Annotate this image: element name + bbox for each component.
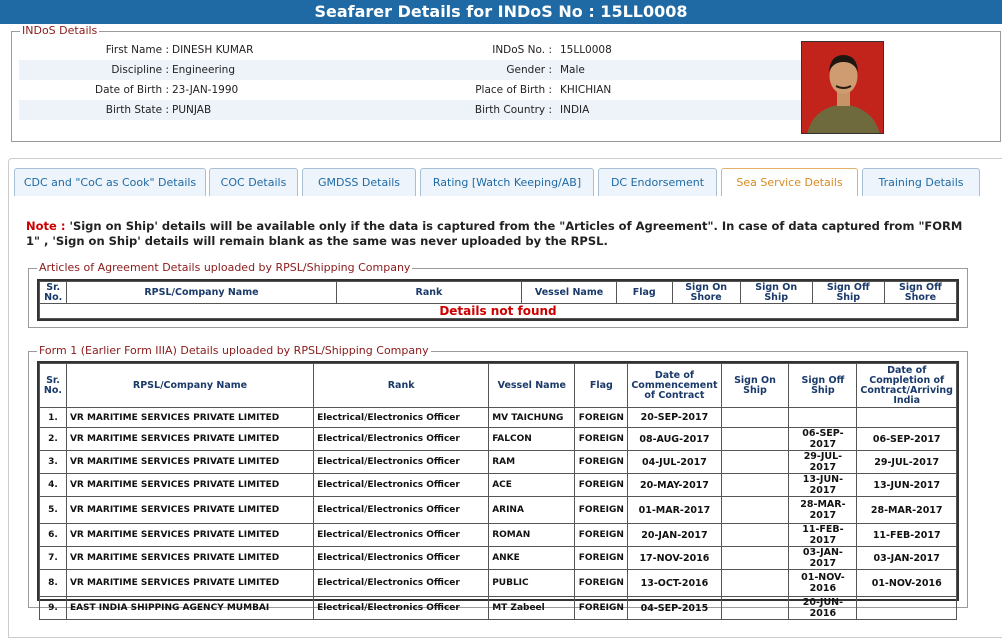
articles-table [39,281,957,319]
tab-cdc-details[interactable]: CDC and "CoC as Cook" Details [14,168,206,196]
col-company: RPSL/Company Name [66,364,313,408]
info-row [19,60,805,80]
cell-commencement: 17-NOV-2016 [628,547,721,570]
note-prefix: Note : [26,219,70,233]
cell-sr-no: 3. [40,451,67,474]
cell-flag: FOREIGN [575,570,628,597]
cell-flag: FOREIGN [575,451,628,474]
cell-sign-off-ship: 06-SEP-2017 [789,428,857,451]
table-row [40,408,957,428]
cell-vessel: FALCON [489,428,575,451]
table-row [40,570,957,597]
cell-completion: 06-SEP-2017 [857,428,957,451]
info-row [19,80,805,100]
cell-company: VR MARITIME SERVICES PRIVATE LIMITED [66,474,313,497]
place-of-birth-value: KHICHIAN [560,84,612,96]
col-completion: Date of Completion of Contract/Arriving India [857,364,957,408]
col-rank: Rank [314,364,489,408]
cell-rank: Electrical/Electronics Officer [314,408,489,428]
form1-legend: Form 1 (Earlier Form IIIA) Details uploaded by RPSL/Shipping Company [39,344,429,357]
cell-commencement: 08-AUG-2017 [628,428,721,451]
cell-sign-on-ship [721,497,789,524]
cell-rank: Electrical/Electronics Officer [314,547,489,570]
cell-sign-on-ship [721,570,789,597]
seafarer-photo [801,41,884,134]
cell-completion: 28-MAR-2017 [857,497,957,524]
col-sign-on-ship: Sign On Ship [740,282,812,304]
dob-label: Date of Birth : [95,84,169,96]
table-row [40,428,957,451]
cell-completion [857,597,957,620]
cell-sign-off-ship: 20-JUN-2016 [789,597,857,620]
tab-coc-details[interactable]: COC Details [209,168,298,196]
cell-vessel: ANKE [489,547,575,570]
cell-sr-no: 1. [40,408,67,428]
cell-sign-on-ship [721,451,789,474]
cell-sign-on-ship [721,474,789,497]
cell-completion [857,408,957,428]
cell-commencement: 01-MAR-2017 [628,497,721,524]
cell-sr-no: 5. [40,497,67,524]
table-row [40,497,957,524]
dob-value: 23-JAN-1990 [172,84,239,96]
tab-sea-service-details[interactable]: Sea Service Details [721,168,858,196]
cell-vessel: ROMAN [489,524,575,547]
cell-sign-off-ship: 13-JUN-2017 [789,474,857,497]
col-sign-on-ship: Sign On Ship [721,364,789,408]
cell-commencement: 20-JAN-2017 [628,524,721,547]
cell-completion: 13-JUN-2017 [857,474,957,497]
cell-sign-off-ship: 29-JUL-2017 [789,451,857,474]
table-row [40,451,957,474]
note-text: 'Sign on Ship' details will be available only if the data is captured from the "Articles of Agreement". In case of data captured from "FORM 1" , 'Sign on Ship' details will remain blank as the same was never uploaded by the RPSL. [26,219,963,248]
discipline-label: Discipline : [111,64,169,76]
cell-flag: FOREIGN [575,597,628,620]
cell-rank: Electrical/Electronics Officer [314,497,489,524]
cell-sr-no: 9. [40,597,67,620]
birth-country-value: INDIA [560,104,590,116]
cell-commencement: 13-OCT-2016 [628,570,721,597]
table-row [40,474,957,497]
articles-legend: Articles of Agreement Details uploaded by RPSL/Shipping Company [39,261,411,274]
cell-vessel: MT Zabeel [489,597,575,620]
place-of-birth-label: Place of Birth : [475,84,552,96]
cell-sign-on-ship [721,408,789,428]
discipline-value: Engineering [172,64,235,76]
cell-commencement: 04-JUL-2017 [628,451,721,474]
cell-company: VR MARITIME SERVICES PRIVATE LIMITED [66,408,313,428]
cell-commencement: 20-SEP-2017 [628,408,721,428]
cell-sign-off-ship: 03-JAN-2017 [789,547,857,570]
col-sr-no: Sr. No. [40,364,67,408]
info-row [19,40,805,60]
cell-company: VR MARITIME SERVICES PRIVATE LIMITED [66,428,313,451]
cell-commencement: 04-SEP-2015 [628,597,721,620]
col-commencement: Date of Commencement of Contract [628,364,721,408]
cell-company: VR MARITIME SERVICES PRIVATE LIMITED [66,570,313,597]
cell-rank: Electrical/Electronics Officer [314,474,489,497]
cell-sr-no: 7. [40,547,67,570]
cell-completion: 03-JAN-2017 [857,547,957,570]
cell-company: VR MARITIME SERVICES PRIVATE LIMITED [66,451,313,474]
cell-sr-no: 8. [40,570,67,597]
cell-flag: FOREIGN [575,428,628,451]
tab-dc-endorsement[interactable]: DC Endorsement [598,168,717,196]
cell-rank: Electrical/Electronics Officer [314,597,489,620]
cell-vessel: ACE [489,474,575,497]
cell-sign-on-ship [721,597,789,620]
col-rank: Rank [336,282,522,304]
table-row [40,547,957,570]
cell-vessel: ARINA [489,497,575,524]
cell-flag: FOREIGN [575,524,628,547]
tab-rating-details[interactable]: Rating [Watch Keeping/AB] [420,168,594,196]
col-sr-no: Sr. No. [40,282,67,304]
cell-vessel: RAM [489,451,575,474]
birth-state-value: PUNJAB [172,104,212,116]
cell-completion: 29-JUL-2017 [857,451,957,474]
sea-service-note [26,219,976,249]
page-title: Seafarer Details for INDoS No : 15LL0008 [0,0,1002,24]
cell-commencement: 20-MAY-2017 [628,474,721,497]
info-row [19,100,805,120]
gender-value: Male [560,64,585,76]
col-flag: Flag [616,282,672,304]
cell-company: EAST INDIA SHIPPING AGENCY MUMBAI [66,597,313,620]
details-not-found: Details not found [40,304,957,319]
cell-sign-on-ship [721,524,789,547]
cell-sign-on-ship [721,428,789,451]
cell-company: VR MARITIME SERVICES PRIVATE LIMITED [66,547,313,570]
cell-company: VR MARITIME SERVICES PRIVATE LIMITED [66,524,313,547]
cell-sr-no: 4. [40,474,67,497]
cell-sign-on-ship [721,547,789,570]
cell-flag: FOREIGN [575,474,628,497]
cell-sign-off-ship: 01-NOV-2016 [789,570,857,597]
col-company: RPSL/Company Name [67,282,336,304]
col-sign-off-ship: Sign Off Ship [812,282,884,304]
cell-sr-no: 6. [40,524,67,547]
col-vessel: Vessel Name [522,282,616,304]
cell-sign-off-ship: 11-FEB-2017 [789,524,857,547]
cell-vessel: MV TAICHUNG [489,408,575,428]
indos-no-value: 15LL0008 [560,44,612,56]
col-sign-off-shore: Sign Off Shore [884,282,956,304]
cell-flag: FOREIGN [575,547,628,570]
cell-rank: Electrical/Electronics Officer [314,570,489,597]
col-vessel: Vessel Name [489,364,575,408]
form1-table [39,363,957,620]
table-row [40,597,957,620]
cell-sr-no: 2. [40,428,67,451]
table-row [40,524,957,547]
birth-state-label: Birth State : [105,104,169,116]
cell-rank: Electrical/Electronics Officer [314,428,489,451]
cell-rank: Electrical/Electronics Officer [314,451,489,474]
cell-flag: FOREIGN [575,408,628,428]
gender-label: Gender : [506,64,552,76]
col-flag: Flag [575,364,628,408]
indos-details-legend: INDoS Details [22,24,98,37]
col-sign-on-shore: Sign On Shore [672,282,740,304]
birth-country-label: Birth Country : [474,104,552,116]
tab-training-details[interactable]: Training Details [862,168,980,196]
cell-sign-off-ship [789,408,857,428]
cell-rank: Electrical/Electronics Officer [314,524,489,547]
cell-sign-off-ship: 28-MAR-2017 [789,497,857,524]
indos-no-label: INDoS No. : [492,44,552,56]
cell-completion: 11-FEB-2017 [857,524,957,547]
tab-gmdss-details[interactable]: GMDSS Details [302,168,416,196]
cell-vessel: PUBLIC [489,570,575,597]
col-sign-off-ship: Sign Off Ship [789,364,857,408]
first-name-label: First Name : [105,44,169,56]
cell-completion: 01-NOV-2016 [857,570,957,597]
cell-flag: FOREIGN [575,497,628,524]
cell-company: VR MARITIME SERVICES PRIVATE LIMITED [66,497,313,524]
first-name-value: DINESH KUMAR [172,44,254,56]
